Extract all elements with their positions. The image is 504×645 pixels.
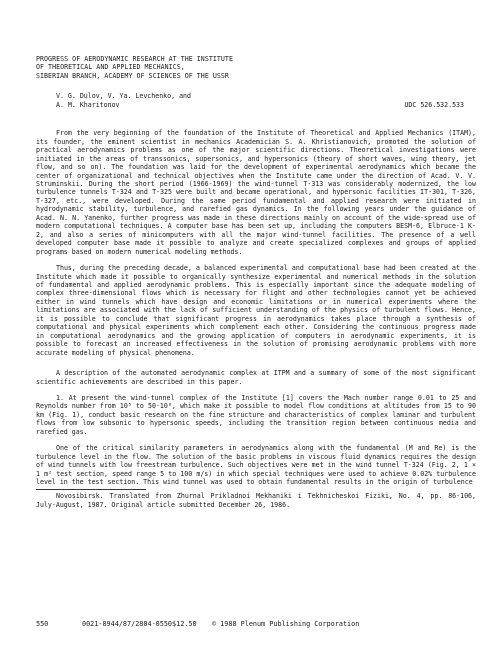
author-line: A. M. Kharitonov (56, 100, 120, 109)
body-paragraph: Thus, during the preceding decade, a balanced experimental and computational base had been created at the Institute which made it possible to organically synthesize experimental and numerical methods in the solution of fundamental and applied aerodynamic problems. This is especially important since the adequate modeling of complex three-dimensional flows which is necessary for flight and other technologies cannot yet be achieved either in wind tunnels which have design and economic limitations or in numerical experiments where the limitations are associated with the lack of sufficient understanding of the physics of turbulent flows. Hence, it is possible to conclude that significant progress in aerodynamics takes place through a synthesis of computational and physical experiments which complement each other. Considering the continuous progress made in computational aerodynamics and the growing application of computers in aerodynamic experiments, it is possible to forecast an increased effectiveness in the solution of promising aerodynamic problems with more accurate modeling of physical phenomena. (36, 264, 476, 357)
body-paragraph: One of the critical similarity parameters in aerodynamics along with the fundamental (M and Re) is the turbulence level in the flow. The solution of the basic problems in viscous fluid dynamics requires the design of wind tunnels with low freestream turbulence. Such objectives were met in the wind tunnel T-324 (Fig. 2, 1 × 1 m² test section, speed range 5 to 100 m/s) in which special techniques were used to achieve 0.02% turbulence level in the test section. This wind tunnel was used to obtain fundamental results in the origin of turbulence (36, 444, 476, 487)
page-footer (36, 620, 476, 628)
title-line: OF THEORETICAL AND APPLIED MECHANICS, (36, 63, 185, 72)
copyright-notice: © 1988 Plenum Publishing Corporation (212, 620, 360, 628)
body-paragraph: From the very beginning of the foundation of the Institute of Theoretical and Applied Mechanics (ITAM), its founder, the eminent scientist in mechanics Academician S. A. Khristianovich, promoted the solution of practical aerodynamics problems as one of the major scientific directions. Theoretical investigations were initiated in the areas of transsonics, supersonics, and hypersonics (theory of short waves, wing theory, jet flow, and so on). The foundation was laid for the development of experimental aerodynamics which became the center of organizational and technical objectives when the Institute came under the direction of Acad. V. V. Struminskii. During the short period (1966-1969) the wind-tunnel T-313 was considerably modernized, the low turbulence tunnels T-324 and T-325 were built and became operational, and hypersonic facilities IT-301, T-326, T-327, etc., were developed. During the same period fundamental and applied research were initiated in hydrodynamic stability, turbulence, and rarefied gas dynamics. In the following years under the guidance of Acad. N. N. Yanenko, further progress was made in these directions mainly on account of the wide-spread use of modern computational techniques. A computer base has been set up, including the computers BESM-6, Elbruce-1 K-2, and also a series of minicomputers with all the major wind-tunnel facilities. The presence of a well developed computer base made it possible to analyze and create specialized complexes and groups of applied programs based on modern numerical modeling methods. (36, 129, 476, 256)
paper-body (36, 129, 476, 486)
page-number: 550 (36, 620, 49, 628)
author-line: V. G. Dulov, V. Ya. Levchenko, and (56, 92, 191, 101)
udc-code: UDC 526.532.533 (404, 100, 464, 109)
title-line: SIBERIAN BRANCH, ACADEMY OF SCIENCES OF THE USSR (36, 71, 229, 80)
authors (36, 92, 191, 109)
issn-code: 0021-8944/87/2804-0550$12.50 (82, 620, 197, 628)
body-paragraph: 1. At present the wind-tunnel complex of the Institute [1] covers the Mach number range 0.01 to 25 and Reynolds number from 10⁵ to 50·10⁶, which make it possible to model flow conditions at altitudes from 15 to 90 km (Fig. 1), conduct basic research on the fine structure and characteristics of complex laminar and turbulent flows from low subsonic to hypersonic speeds, including the transition region between continuous media and rarefied gas. (36, 393, 476, 436)
footnote-divider (36, 489, 146, 490)
authors-row (36, 92, 476, 109)
paper-title (36, 55, 476, 80)
body-paragraph: A description of the automated aerodynamic complex at ITPM and a summary of some of the most significant scientific achievements are described in this paper. (36, 369, 476, 386)
footnote: Novosibirsk. Translated from Zhurnal Prikladnoi Mekhaniki i Tekhnicheskoi Fiziki, No. 4, pp. 86-106, July-August, 1987. Original article submitted December 26, 1986. (36, 492, 476, 509)
title-line: PROGRESS OF AERODYNAMIC RESEARCH AT THE INSTITUTE (36, 55, 233, 63)
